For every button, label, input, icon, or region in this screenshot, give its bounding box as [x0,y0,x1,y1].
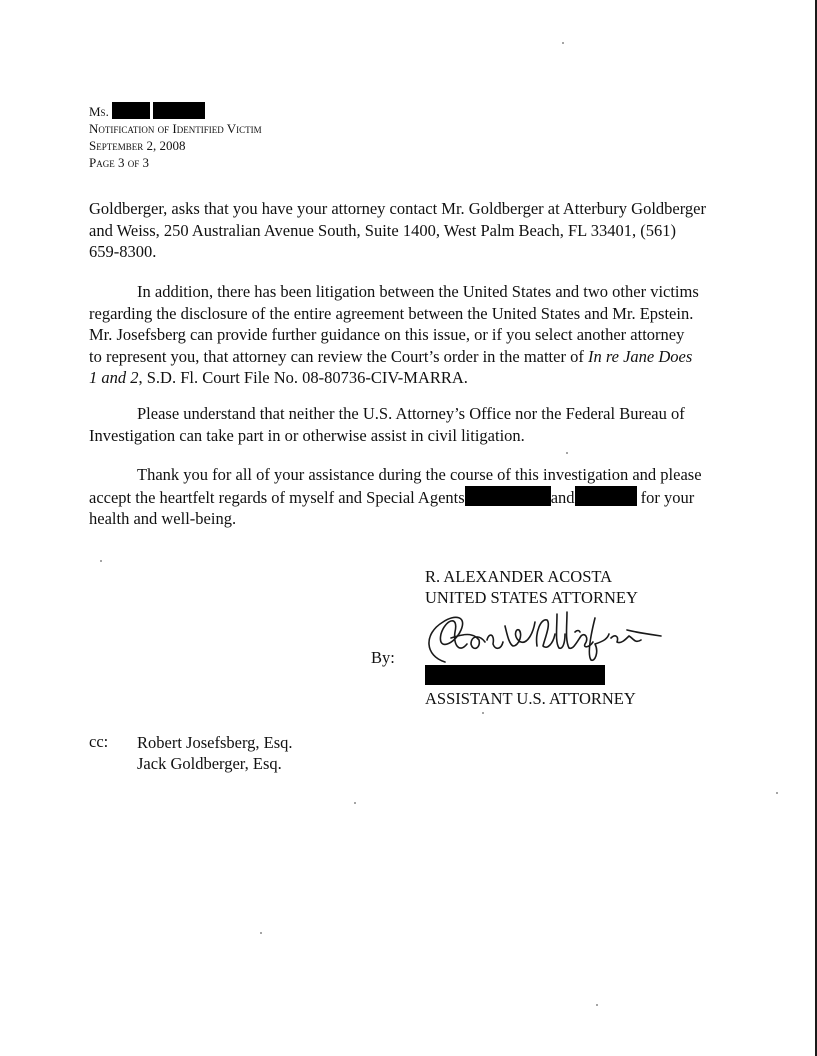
scan-speck [566,452,568,454]
paragraph-line: Goldberger, asks that you have your attorney contact Mr. Goldberger at Atterbury Goldberger [89,199,707,218]
signatory-office: UNITED STATES ATTORNEY [425,588,638,607]
signature-block [425,566,638,608]
paragraph-line: Investigation can take part in or otherwise assist in civil litigation. [89,425,525,445]
paragraph-line [89,486,714,509]
paragraph-line: Please understand that neither the U.S. Attorney’s Office nor the Federal Bureau of [137,404,685,423]
paragraph-line [89,346,714,368]
header-date: September 2, 2008 [89,138,186,153]
line-text: and [550,487,575,507]
paragraph-line: 659-8300. [89,242,157,261]
cc-recipient: Robert Josefsberg, Esq. [137,733,293,752]
header-title: Notification of Identified Victim [89,121,262,136]
redacted-first-name [112,102,150,119]
cc-label: cc: [89,732,109,751]
scan-speck [776,792,778,794]
scan-speck [596,1004,598,1006]
paragraph-contact-attorney [89,198,714,263]
paragraph-litigation [89,281,714,389]
paragraph-line: Mr. Josefsberg can provide further guidance on this issue, or if you select another attorney [89,325,685,344]
scan-speck [260,932,262,934]
cc-recipient-list [137,732,293,774]
line-text: to represent you, that attorney can review the Court’s order in the matter of [89,346,584,366]
case-file-number: , S.D. Fl. Court File No. 08-80736-CIV-MARRA. [138,368,468,387]
redacted-last-name [153,102,205,119]
cc-recipient: Jack Goldberger, Esq. [137,754,282,773]
header-page: Page 3 of 3 [89,155,149,170]
paragraph-civil-litigation [89,403,714,446]
scan-speck [482,712,484,714]
line-text: for your [640,487,695,507]
paragraph-line: and Weiss, 250 Australian Avenue South, Suite 1400, West Palm Beach, FL 33401, (561) [89,220,677,240]
signatory-name: R. ALEXANDER ACOSTA [425,567,613,586]
case-name-italic: 1 and 2 [89,368,139,387]
redacted-agent-name [575,486,637,506]
letter-header [89,102,262,171]
redacted-signer-name [425,665,605,685]
scan-speck [354,802,356,804]
salutation: Ms. [89,104,109,119]
paragraph-line [89,367,714,389]
scan-speck [100,560,102,562]
by-label: By: [371,648,395,667]
paragraph-line: In addition, there has been litigation between the United States and two other victims [137,282,699,301]
signer-title: ASSISTANT U.S. ATTORNEY [425,689,636,708]
paragraph-line: regarding the disclosure of the entire agreement between the United States and Mr. Epstein. [89,303,694,323]
paragraph-thank-you [89,464,714,530]
salutation-line [89,102,262,120]
handwritten-signature [415,604,675,674]
case-name-italic: In re Jane Does [587,346,693,366]
paragraph-line: health and well-being. [89,509,237,528]
paragraph-line: Thank you for all of your assistance during the course of this investigation and please [137,465,702,484]
redacted-agent-name [465,486,551,506]
scan-speck [562,42,564,44]
line-text: accept the heartfelt regards of myself and Special Agents [89,487,465,507]
